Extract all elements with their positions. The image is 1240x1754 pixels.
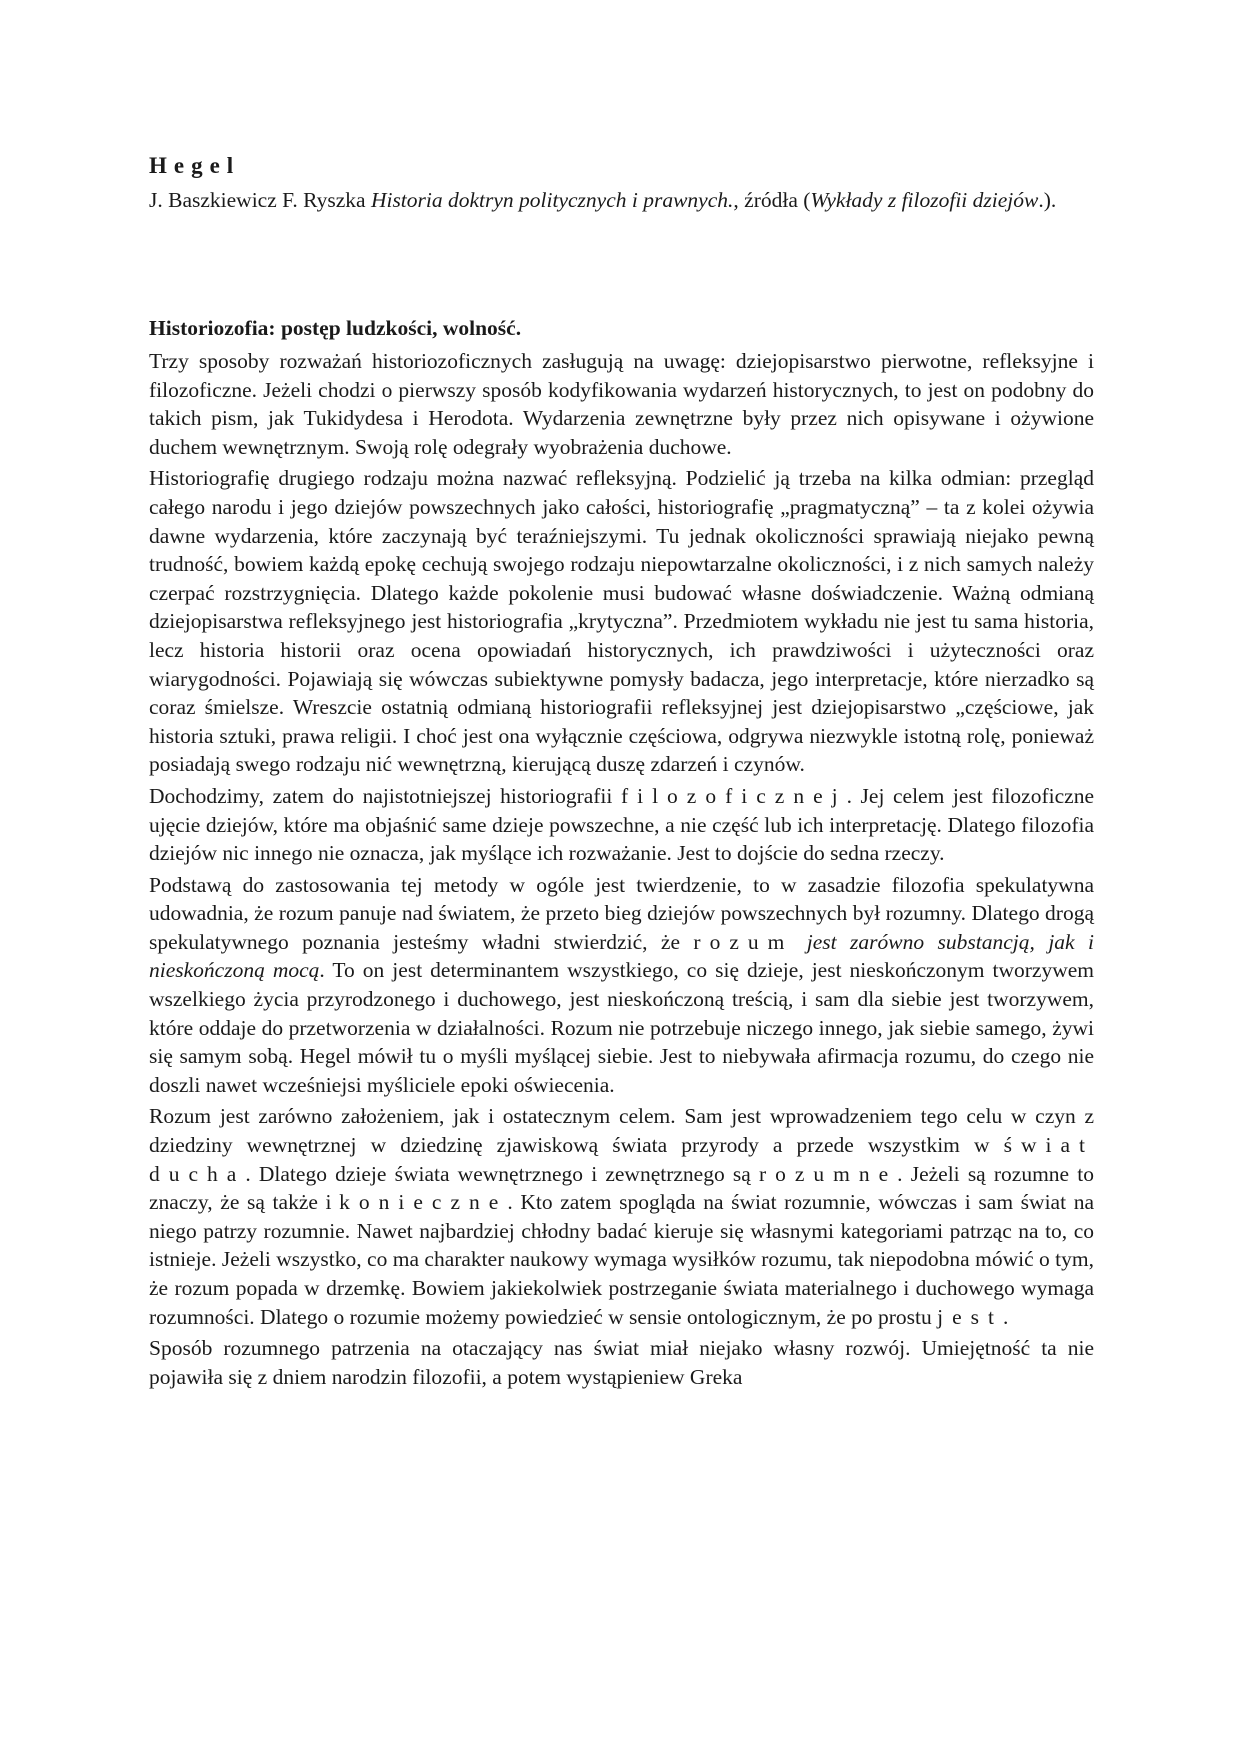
p3-text-a: Dochodzimy, zatem do najistotniejszej historiografii [149,783,621,808]
p5-text-a: Rozum jest zarówno założeniem, jak i ostatecznym celem. Sam jest wprowadzeniem tego celu w czyn z dziedziny wewnętrznej w dziedzinę zjawiskową świata przyrody a przede wszystkim w [149,1104,1094,1158]
source-mid: , źródła ( [733,188,811,212]
source-book: Historia doktryn politycznych i prawnych. [370,188,734,212]
p3-spaced-term: filozoficznej [620,783,847,808]
paragraph-2: Historiografię drugiego rodzaju można nazwać refleksyjną. Podzielić ją trzeba na kilka odmian: przegląd całego narodu i jego dziejów powszechnych jako całości, historiografię „pragmatyczną” – ta z kolei ożywia dawne wydarzenia, które zaczynają być teraźniejszymi. Tu jednak okoliczności sprawiają niejako pewną trudność, bowiem każdą epokę cechują swojego rodzaju niepowtarzalne okoliczności, i z nich samych należy czerpać rozstrzygnięcia. Dlatego każde pokolenie musi budować własne doświadczenie. Ważną odmianą dziejopisarstwa refleksyjnego jest historiografia „krytyczna”. Przedmiotem wykładu nie jest tu sama historia, lecz historia historii oraz ocena opowiadań historycznych, ich prawdziwości i użyteczności oraz wiarygodności. Pojawiają się wówczas subiektywne pomysły badacza, jego interpretacje, które nierzadko są coraz śmielsze. Wreszcie ostatnią odmianą historiografii refleksyjnej jest dziejopisarstwo „częściowe, jak historia sztuki, prawa religii. I choć jest ona wyłącznie częściowa, odgrywa niezwykle istotną rolę, ponieważ posiadają swego rodzaju nić wewnętrzną, kierującą duszę zdarzeń i czynów. [149,466,1094,777]
p5-spaced-term-4: jest [937,1304,1003,1329]
section-heading: Historiozofia: postęp ludzkości, wolność. [149,316,522,340]
source-citation [149,186,1094,215]
p5-text-e: . Jeżeli są rozumne to znaczy, że są także i [149,1161,1094,1215]
p4-spaced-term: rozum [693,929,794,954]
p3-text-c: . Jej celem jest filozoficzne ujęcie dziejów, które ma objaśnić same dzieje powszechne, a nie część lub ich interpretację. Dlatego filozofia dziejów nic innego nie oznacza, jak myślące ich rozważanie. Jest to dojście do sedna rzeczy. [149,783,1094,866]
source-work: Wykłady z filozofii dziejów [810,188,1039,212]
p5-text-i: . [1002,1304,1009,1329]
p5-text-g: . Kto zatem spogląda na świat rozumnie, wówczas i sam świat na niego patrzy rozumnie. Nawet najbardziej chłodny badać kieruje się własnymi kategoriami patrząc na to, co istnieje. Jeżeli wszystko, co ma charakter naukowy wymaga wysiłków rozumu, tak niepodobna mówić o tym, że rozum popada w drzemkę. Bowiem jakiekolwiek postrzeganie świata materialnego i duchowego wymaga rozumności. Dlatego o rozumie możemy powiedzieć w sensie ontologicznym, że po prostu [149,1190,1094,1329]
document-title: Hegel [149,153,241,178]
p4-italic-phrase: jest zarówno substancją, jak i nieskończoną mocą [149,929,1094,983]
source-authors: J. Baszkiewicz F. Ryszka [149,188,371,212]
paragraph-4 [149,871,1094,1100]
paragraph-6: Sposób rozumnego patrzenia na otaczający nas świat miał niejako własny rozwój. Umiejętność ta nie pojawiła się z dniem narodzin filozofii, a potem wystąpieniew Greka [149,1336,1094,1389]
p5-spaced-term-2: rozumne [758,1161,898,1186]
p5-spaced-term-3: konieczne [339,1190,508,1215]
paragraph-1: Trzy sposoby rozważań historiozoficznych zasługują na uwagę: dziejopisarstwo pierwotne, refleksyjne i filozoficzne. Jeżeli chodzi o pierwszy sposób kodyfikowania wydarzeń historycznych, to jest on podobny do takich pism, jak Tukidydesa i Herodota. Wydarzenia zewnętrzne były przez nich opisywane i ożywione duchem wewnętrznym. Swoją rolę odegrały wyobrażenia duchowe. [149,349,1094,459]
p4-text-a: Podstawą do zastosowania tej metody w ogóle jest twierdzenie, to w zasadzie filozofia spekulatywna udowadnia, że rozum panuje nad światem, że przeto bieg dziejów powszechnych był rozumny. Dlatego drogą spekulatywnego poznania jesteśmy władni stwierdzić, że [149,872,1094,954]
p5-spaced-term-1: świat ducha [149,1133,1094,1186]
document-body [149,347,1094,1394]
p5-text-c: . Dlatego dzieje świata wewnętrznego i zewnętrznego są [245,1161,759,1186]
source-end: .). [1038,188,1057,212]
paragraph-5 [149,1102,1094,1331]
paragraph-3 [149,782,1094,868]
p4-text-d: . To on jest determinantem wszystkiego, co się dzieje, jest nieskończonym tworzywem wszelkiego życia przyrodzonego i duchowego, jest nieskończoną treścią, i sam dla siebie jest tworzywem, które oddaje do przetworzenia w działalności. Rozum nie potrzebuje niczego innego, jak siebie samego, żywi się samym sobą. Hegel mówił tu o myśli myślącej siebie. Jest to niebywała afirmacja rozumu, do czego nie doszli nawet wcześniejsi myśliciele epoki oświecenia. [149,958,1095,1097]
